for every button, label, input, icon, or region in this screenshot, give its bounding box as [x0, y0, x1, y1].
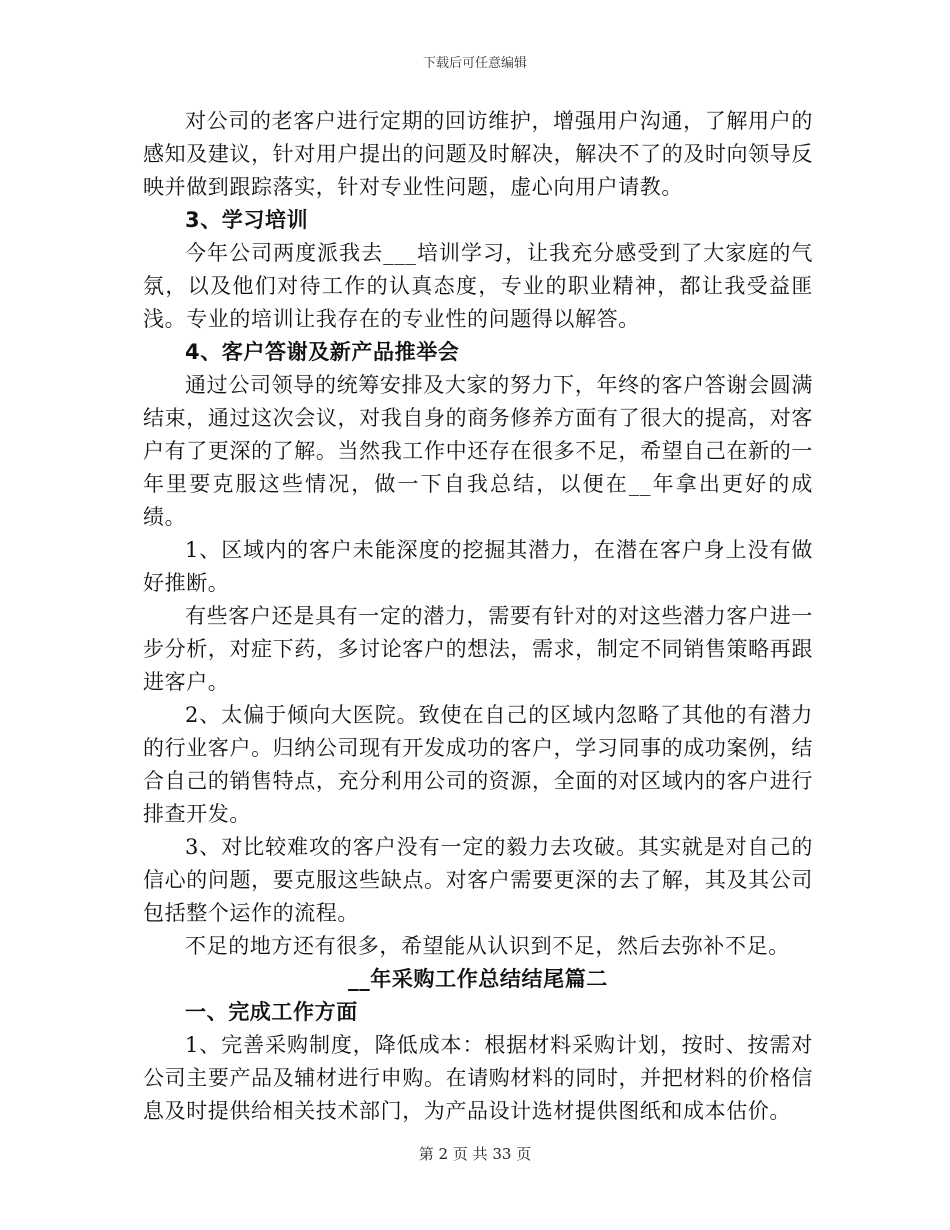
paragraph-customer-event: 通过公司领导的统筹安排及大家的努力下，年终的客户答谢会圆满结束，通过这次会议，对我自身的商务修养方面有了很大的提高，对客户有了更深的了解。当然我工作中还存在很多不足，希望自己在新的一年里要克服这些情况，做一下自我总结，以便在__年拿出更好的成绩。: [143, 373, 813, 529]
header-note: 下载后可任意编辑: [422, 56, 527, 71]
paragraph-procurement: 1、完善采购制度，降低成本：根据材料采购计划，按时、按需对公司主要产品及辅材进行申购。在请购材料的同时，并把材料的价格信息及时提供给相关技术部门，为产品设计选材提供图纸和成本估价。: [143, 1033, 813, 1123]
heading-customer-event: 4、客户答谢及新产品推举会: [185, 340, 460, 364]
paragraph-training: 今年公司两度派我去___培训学习，让我充分感受到了大家庭的气氛，以及他们对待工作的认真态度，专业的职业精神，都让我受益匪浅。专业的培训让我存在的专业性的问题得以解答。: [143, 241, 813, 331]
paragraph-shortcoming-2: 2、太偏于倾向大医院。致使在自己的区域内忽略了其他的有潜力的行业客户。归纳公司现有开发成功的客户，学习同事的成功案例，结合自己的销售特点，充分利用公司的资源，全面的对区域内的客户进行排查开发。: [143, 703, 813, 826]
paragraph-customer-followup: 对公司的老客户进行定期的回访维护，增强用户沟通，了解用户的感知及建议，针对用户提出的问题及时解决，解决不了的及时向领导反映并做到跟踪落实，针对专业性问题，虚心向用户请教。: [143, 109, 813, 199]
document-body: [143, 105, 813, 1128]
page-number: 第 2 页 共 33 页: [418, 1145, 532, 1163]
section-title: __年采购工作总结结尾篇二: [348, 967, 608, 991]
paragraph-shortcoming-1: 1、区域内的客户未能深度的挖掘其潜力，在潜在客户身上没有做好推断。: [143, 538, 813, 595]
paragraph-shortcoming-3: 3、对比较难攻的客户没有一定的毅力去攻破。其实就是对自己的信心的问题，要克服这些缺点。对客户需要更深的去了解，其及其公司包括整个运作的流程。: [143, 835, 813, 925]
heading-work-completed: 一、完成工作方面: [185, 1000, 358, 1024]
paragraph-shortcoming-1-detail: 有些客户还是具有一定的潜力，需要有针对的对这些潜力客户进一步分析，对症下药，多讨论客户的想法，需求，制定不同销售策略再跟进客户。: [143, 604, 813, 694]
heading-training: 3、学习培训: [185, 208, 309, 232]
paragraph-conclusion: 不足的地方还有很多，希望能从认识到不足，然后去弥补不足。: [185, 934, 790, 958]
